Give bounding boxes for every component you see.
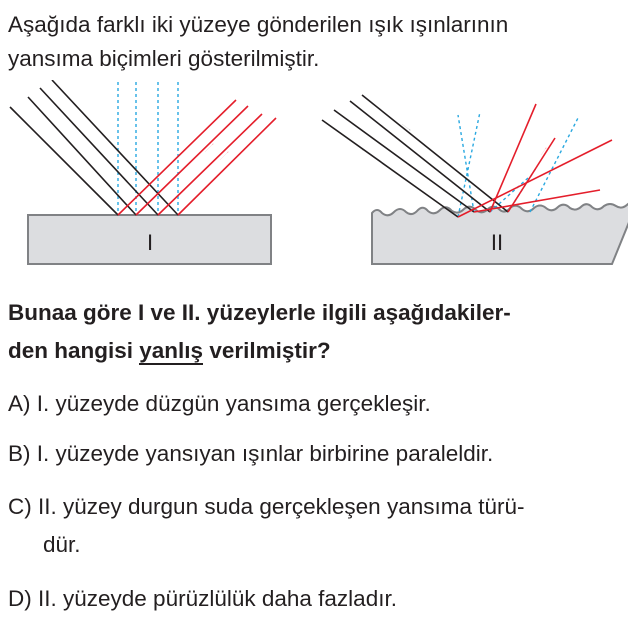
incident-rays-2 (322, 95, 508, 217)
incident-rays-1 (10, 80, 178, 215)
reflection-figure (0, 80, 628, 280)
reflected-arrows-2 (527, 117, 578, 196)
normal-lines-1 (118, 82, 178, 215)
surface-2-label: II (490, 230, 504, 255)
option-a[interactable]: A) I. yüzeyde düzgün yansıma gerçekleşir. (8, 391, 431, 416)
surface-1-label: I (146, 230, 154, 255)
question-line-2-end: verilmiştir? (203, 338, 331, 363)
question-text (8, 294, 623, 370)
option-b[interactable]: B) I. yüzeyde yansıyan ışınlar birbirine paraleldir. (8, 441, 494, 466)
option-d[interactable]: D) II. yüzeyde pürüzlülük daha fazladır. (8, 586, 397, 611)
question-line-2-start: den hangisi (8, 338, 140, 363)
option-c-line-2: dür. (43, 532, 81, 557)
reflected-rays-2 (458, 104, 612, 217)
incident-arrows-1 (40, 112, 90, 145)
reflected-arrows-1 (190, 137, 240, 162)
intro-text (8, 8, 623, 76)
intro-line-1: Aşağıda farklı iki yüzeye gönderilen ışık ışınlarının (8, 12, 509, 37)
surface-2-diagram (322, 95, 628, 264)
question-line-1: Bunaa göre I ve II. yüzeylerle ilgili aşağıdakiler- (8, 300, 511, 325)
intro-line-2: yansıma biçimleri gösterilmiştir. (8, 46, 320, 71)
option-c[interactable] (8, 488, 623, 564)
option-c-line-1: C) II. yüzey durgun suda gerçekleşen yansıma türü- (8, 494, 525, 519)
question-line-2 (8, 332, 623, 370)
underlined-emphasis: yanlış (139, 338, 204, 363)
surface-1-diagram (10, 80, 276, 264)
